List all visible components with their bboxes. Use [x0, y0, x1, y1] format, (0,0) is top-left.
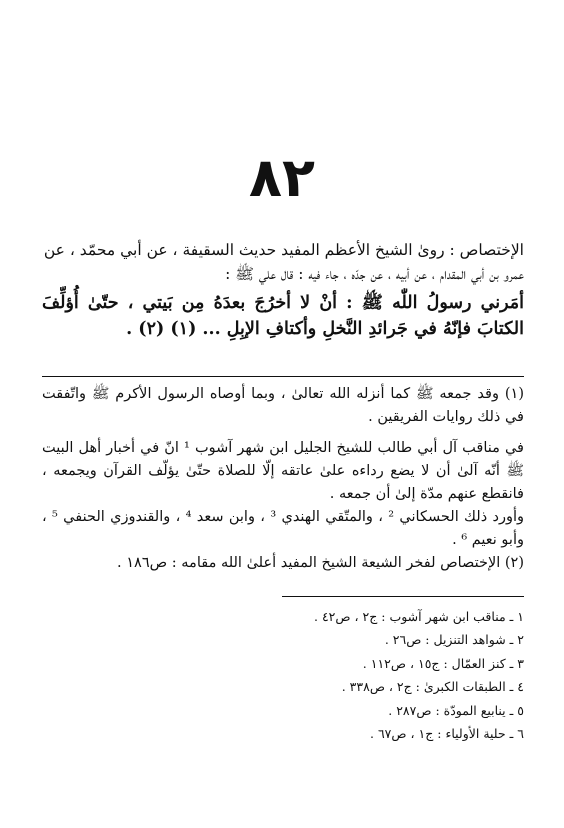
section-number: ٨٢	[249, 146, 315, 209]
footnote-1-sources: وأورد ذلك الحسكاني ² ، والمتّقي الهندي ³ ، وابن سعد ⁴ ، والقندوزي الحنفي ⁵ ، وأبو نعيم ⁶ .	[42, 509, 524, 548]
main-text	[42, 238, 524, 342]
reference-list	[42, 605, 524, 745]
reference-item: ٥ ـ ينابيع المودّة : ص٢٨٧ .	[388, 702, 524, 718]
main-line-1: الإختصاص : روىٰ الشيخ الأعظم المفيد حديث السقيفة ، عن أبي محمّد ، عن	[43, 241, 524, 259]
footnote-2: (٢) الإختصاص لفخر الشيعة الشيخ المفيد أعلىٰ الله مقامه : ص١٨٦ .	[117, 555, 524, 571]
footnote-divider	[42, 376, 524, 377]
main-line-2: عمرو بن أبي المقدام ، عن أبيه ، عن جدّه ، جاء فيه : قال علي ﷺ :	[225, 265, 524, 283]
footnotes	[42, 383, 524, 575]
reference-item: ٦ ـ حلية الأولياء : ج١ ، ص٦٧ .	[370, 726, 524, 742]
reference-item: ٢ ـ شواهد التنزيل : ص٢٦ .	[384, 632, 524, 648]
references-divider	[282, 596, 524, 597]
reference-item: ٣ ـ كنز العمّال : ج١٥ ، ص١١٢ .	[362, 655, 524, 671]
reference-item: ٤ ـ الطبقات الكبرىٰ : ج٢ ، ص٣٣٨ .	[341, 679, 524, 695]
hadith-quote: أمَرني رسولُ اللّٰه ﷺ : أنْ لا أخرُجَ بعدَهُ مِن بَيتي ، حتّىٰ أُؤلِّفَ الكتابَ فإنّهُ في جَرائدِ النَّخلِ وأكتافِ الإبِلِ ... (١) (٢) .	[42, 293, 524, 339]
reference-item: ١ ـ مناقب ابن شهر آشوب : ج٢ ، ص٤٢ .	[314, 609, 524, 624]
footnote-1-manaqib: في مناقب آل أبي طالب للشيخ الجليل ابن شهر آشوب ¹ انّ في أخبار أهل البيت ﷺ أنّه آلىٰ أن لا يضع رداءه علىٰ عاتقه إلّا للصلاة حتّىٰ يؤلّف القرآن ويجمعه ، فانقطع عنهم مدّة إلىٰ أن جمعه .	[42, 440, 524, 502]
footnote-1: (١) وقد جمعه ﷺ كما أنزله الله تعالىٰ ، وبما أوصاه الرسول الأكرم ﷺ واتّفقت في ذلك روايات الفريقين .	[42, 386, 524, 425]
